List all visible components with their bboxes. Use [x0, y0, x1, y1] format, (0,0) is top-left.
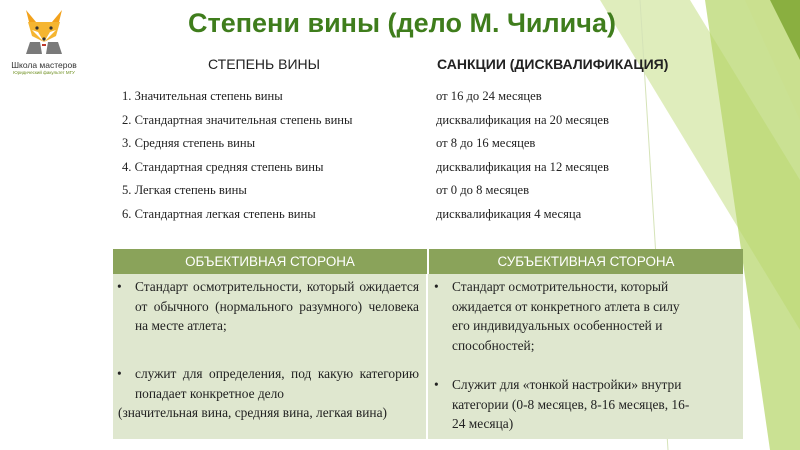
subjective-bullet-1: Стандарт осмотрительности, который ожидается от конкретного атлета в силу его индивидуальных особенностей и способностей;: [452, 279, 680, 353]
bullet-icon: •: [117, 279, 122, 294]
logo-subtitle: Юридический факультет МГУ: [13, 70, 75, 75]
sides-table: [113, 249, 743, 439]
sanction-cell: от 0 до 8 месяцев: [436, 183, 530, 197]
bullet-icon: •: [434, 377, 439, 392]
table-row: [122, 113, 652, 137]
logo-name: Школа мастеров: [11, 60, 77, 70]
table-row: [122, 207, 652, 231]
subjective-side-header: СУБЪЕКТИВНАЯ СТОРОНА: [497, 254, 675, 269]
sanction-cell: дисквалификация на 12 месяцев: [436, 159, 609, 174]
sanction-cell: от 8 до 16 месяцев: [436, 136, 536, 150]
list-item: [434, 375, 699, 434]
list-item: [434, 277, 699, 355]
subjective-side-cell: [428, 274, 743, 439]
bullet-icon: •: [434, 279, 439, 294]
sanction-header: САНКЦИИ (ДИСКВАЛИФИКАЦИЯ): [437, 56, 669, 72]
list-item: [117, 364, 419, 403]
subjective-bullet-2: Служит для «тонкой настройки» внутри категории (0-8 месяцев, 8-16 месяцев, 16-24 месяца): [452, 377, 690, 431]
objective-bullet-1: Стандарт осмотрительности, который ожидается от обычного (нормального разумного) человека на месте атлета;: [135, 279, 419, 333]
bullet-icon: •: [117, 366, 122, 381]
school-logo: [8, 8, 80, 75]
fox-lawyer-icon: [22, 8, 66, 54]
degree-cell: 4. Стандартная средняя степень вины: [122, 159, 324, 174]
sanction-cell: дисквалификация 4 месяца: [436, 206, 582, 221]
degree-cell: 1. Значительная степень вины: [122, 89, 283, 103]
sides-table-body: [113, 274, 743, 439]
objective-side-cell: [113, 274, 428, 439]
table-row: [122, 183, 652, 207]
sanction-cell: от 16 до 24 месяцев: [436, 89, 542, 103]
objective-bullet-2-continuation: (значительная вина, средняя вина, легкая вина): [118, 405, 387, 420]
sanction-cell: дисквалификация на 20 месяцев: [436, 112, 609, 127]
degree-sanction-list: [122, 89, 652, 230]
table-row: [122, 136, 652, 160]
sides-table-header: [113, 249, 743, 274]
degree-cell: 5. Легкая степень вины: [122, 183, 247, 197]
degree-cell: 2. Стандартная значительная степень вины: [122, 112, 353, 127]
slide-title: Степени вины (дело М. Чилича): [188, 8, 616, 38]
table-row: [122, 89, 652, 113]
objective-bullet-2: служит для определения, под какую категорию попадает конкретное дело: [135, 366, 419, 401]
objective-side-header: ОБЪЕКТИВНАЯ СТОРОНА: [113, 249, 429, 274]
table-row: [122, 160, 652, 184]
degree-cell: 3. Средняя степень вины: [122, 136, 256, 150]
degree-header: СТЕПЕНЬ ВИНЫ: [208, 56, 321, 72]
degree-cell: 6. Стандартная легкая степень вины: [122, 206, 316, 221]
list-item: [117, 277, 419, 336]
